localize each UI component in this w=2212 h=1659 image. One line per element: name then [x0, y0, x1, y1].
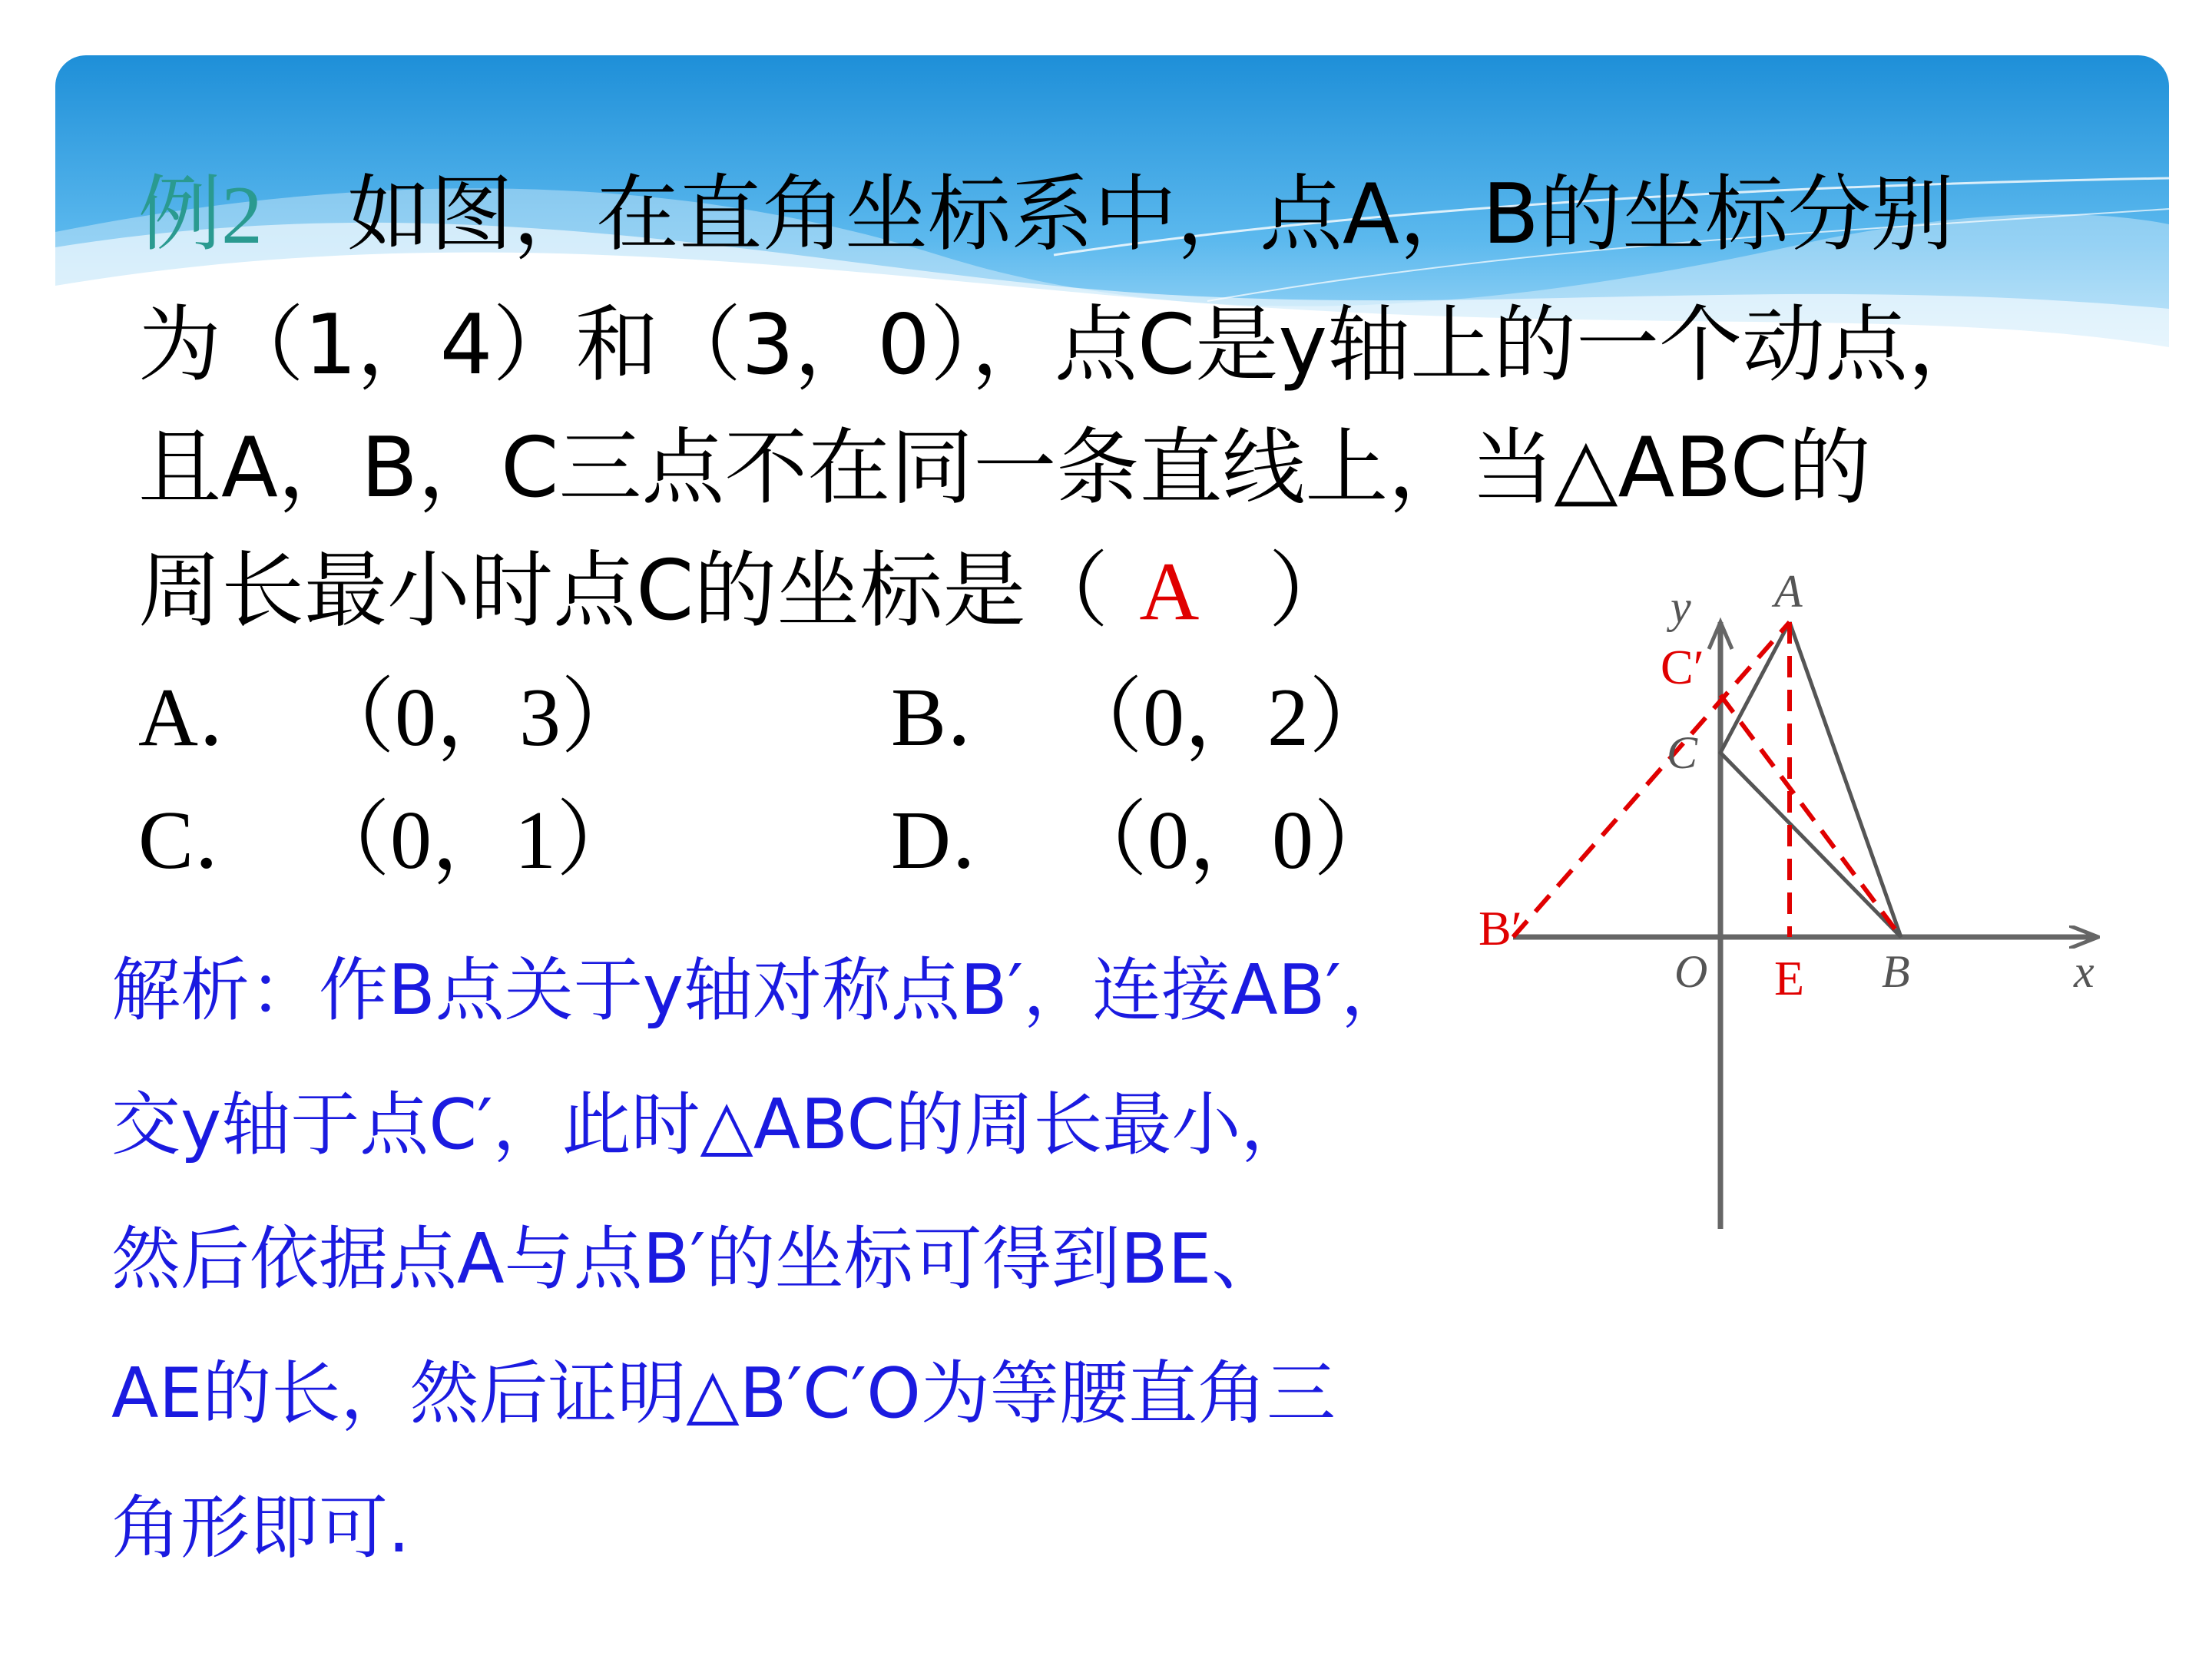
analysis-line-1: 解析：作B点关于y轴对称点B′，连接AB′， — [111, 950, 1410, 1031]
geometry-figure — [1459, 568, 2120, 1247]
answer-mark: A — [1139, 546, 1200, 637]
question-text-4: 周长最小时点C的坐标是（ — [138, 543, 1109, 639]
dashed-c-prime-to-b — [1720, 695, 1901, 937]
coordinate-diagram — [1459, 568, 2120, 1244]
analysis-line-3: 然后依据点A与点B′的坐标可得到BE、 — [111, 1219, 1281, 1300]
question-line-4 — [138, 541, 1351, 642]
option-c-label: C． — [138, 795, 277, 886]
point-b-prime-label: B′ — [1479, 901, 1522, 955]
option-b — [891, 668, 1392, 768]
origin-label: O — [1674, 946, 1708, 997]
option-a-value: （0，3） — [312, 672, 644, 763]
point-b-label: B — [1882, 946, 1910, 997]
option-d-label: D． — [891, 795, 1034, 886]
option-d-value: （0，0） — [1065, 795, 1397, 886]
point-c-prime-label: C′ — [1661, 640, 1704, 694]
question-line-3: 且A，B，C三点不在同一条直线上，当△ABC的 — [138, 420, 1871, 516]
question-text-1: 如图，在直角坐标系中，点A，B的坐标分别 — [347, 167, 1954, 263]
analysis-line-2: 交y轴于点C′，此时△ABC的周长最小， — [111, 1084, 1310, 1165]
question-line-2: 为（1，4）和（3，0），点C是y轴上的一个动点， — [138, 297, 1992, 393]
point-c-label: C — [1667, 727, 1698, 778]
question-line-1 — [138, 165, 1954, 266]
option-b-value: （0，2） — [1060, 672, 1392, 763]
analysis-line-4: AE的长，然后证明△B′C′O为等腰直角三 — [111, 1353, 1336, 1434]
option-d — [891, 791, 1396, 891]
option-c-value: （0，1） — [307, 795, 640, 886]
analysis-line-5: 角形即可. — [111, 1488, 410, 1568]
point-a-label: A — [1774, 568, 1803, 617]
question-text-4-end: ） — [1268, 543, 1352, 639]
point-e-label: E — [1774, 951, 1805, 1005]
option-c — [138, 791, 639, 891]
x-axis-label: x — [2074, 946, 2094, 997]
y-axis-label: y — [1671, 581, 1691, 632]
example-tag: 例2 — [138, 170, 263, 261]
option-a — [138, 668, 644, 768]
option-a-label: A． — [138, 672, 281, 763]
option-b-label: B． — [891, 672, 1030, 763]
